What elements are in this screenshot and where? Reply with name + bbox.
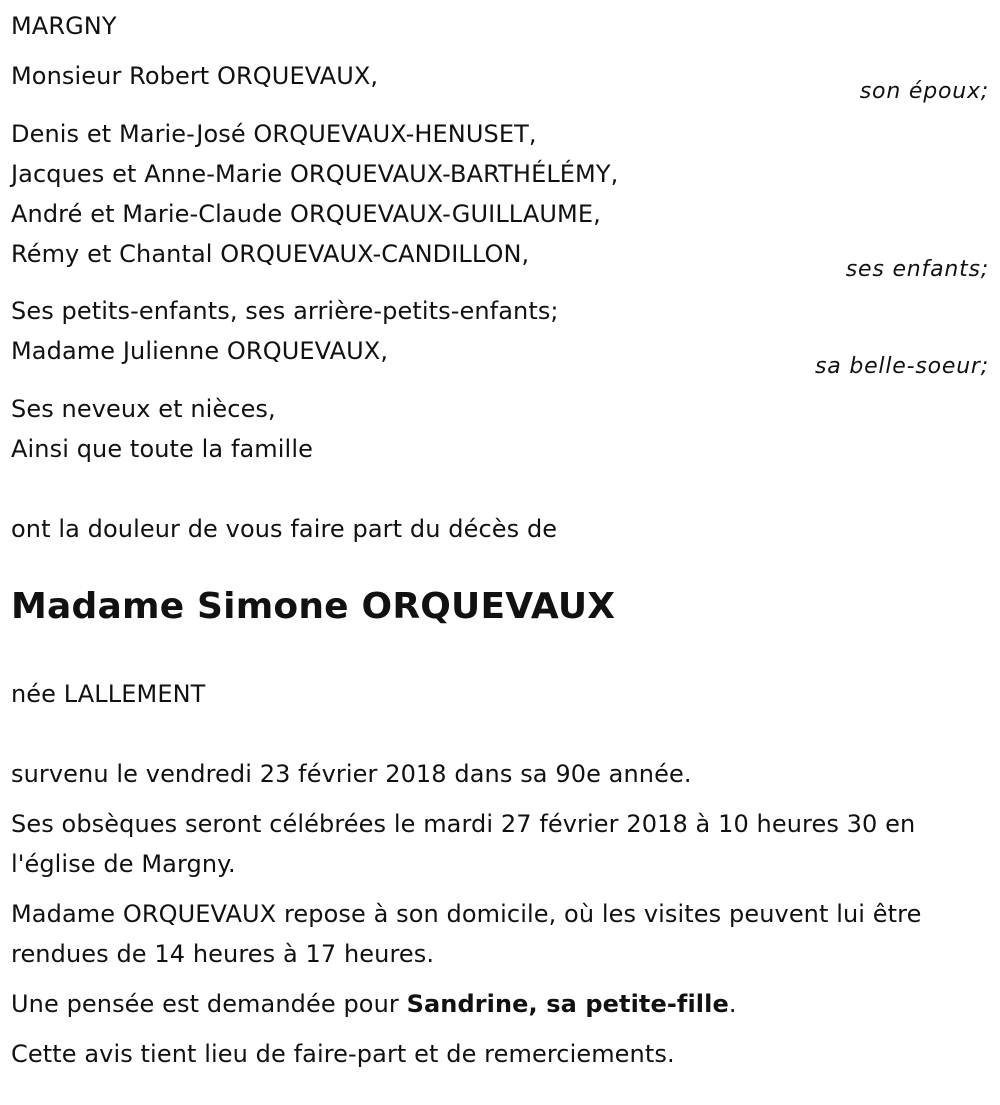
child-entry: André et Marie-Claude ORQUEVAUX-GUILLAUME, <box>11 200 601 228</box>
obituary-notice <box>11 0 989 1074</box>
children-role: ses enfants; <box>845 257 989 282</box>
town-name: MARGNY <box>11 12 117 40</box>
deceased-name: Madame Simone ORQUEVAUX <box>11 586 616 627</box>
closing-line: Cette avis tient lieu de faire-part et de remerciements. <box>11 1040 675 1068</box>
maiden-name: née LALLEMENT <box>11 680 206 708</box>
thought-name: Sandrine, sa petite-fille <box>406 990 729 1018</box>
thought-prefix: Une pensée est demandée pour <box>11 990 407 1018</box>
family-line: Ainsi que toute la famille <box>11 435 313 463</box>
funeral-info: Ses obsèques seront célébrées le mardi 27 février 2018 à 10 heures 30 en l'église de Margny. <box>11 810 916 878</box>
nephews-line: Ses neveux et nièces, <box>11 395 276 423</box>
spouse-name: Monsieur Robert ORQUEVAUX, <box>11 62 379 90</box>
sister-in-law-role: sa belle-soeur; <box>815 354 989 379</box>
visitation-info: Madame ORQUEVAUX repose à son domicile, où les visites peuvent lui être rendues de 14 heures à 17 heures. <box>11 900 922 968</box>
death-info: survenu le vendredi 23 février 2018 dans sa 90e année. <box>11 760 692 788</box>
child-entry: Denis et Marie-José ORQUEVAUX-HENUSET, <box>11 120 537 148</box>
sister-in-law-name: Madame Julienne ORQUEVAUX, <box>11 337 389 365</box>
child-entry: Rémy et Chantal ORQUEVAUX-CANDILLON, <box>11 240 530 268</box>
spouse-role: son époux; <box>859 79 989 104</box>
grandchildren-line: Ses petits-enfants, ses arrière-petits-enfants; <box>11 297 559 325</box>
children-list <box>11 114 989 274</box>
announcement-line: ont la douleur de vous faire part du décès de <box>11 515 558 543</box>
thought-line <box>11 984 989 1024</box>
thought-suffix: . <box>728 990 737 1018</box>
child-entry: Jacques et Anne-Marie ORQUEVAUX-BARTHÉLÉMY, <box>11 160 619 188</box>
